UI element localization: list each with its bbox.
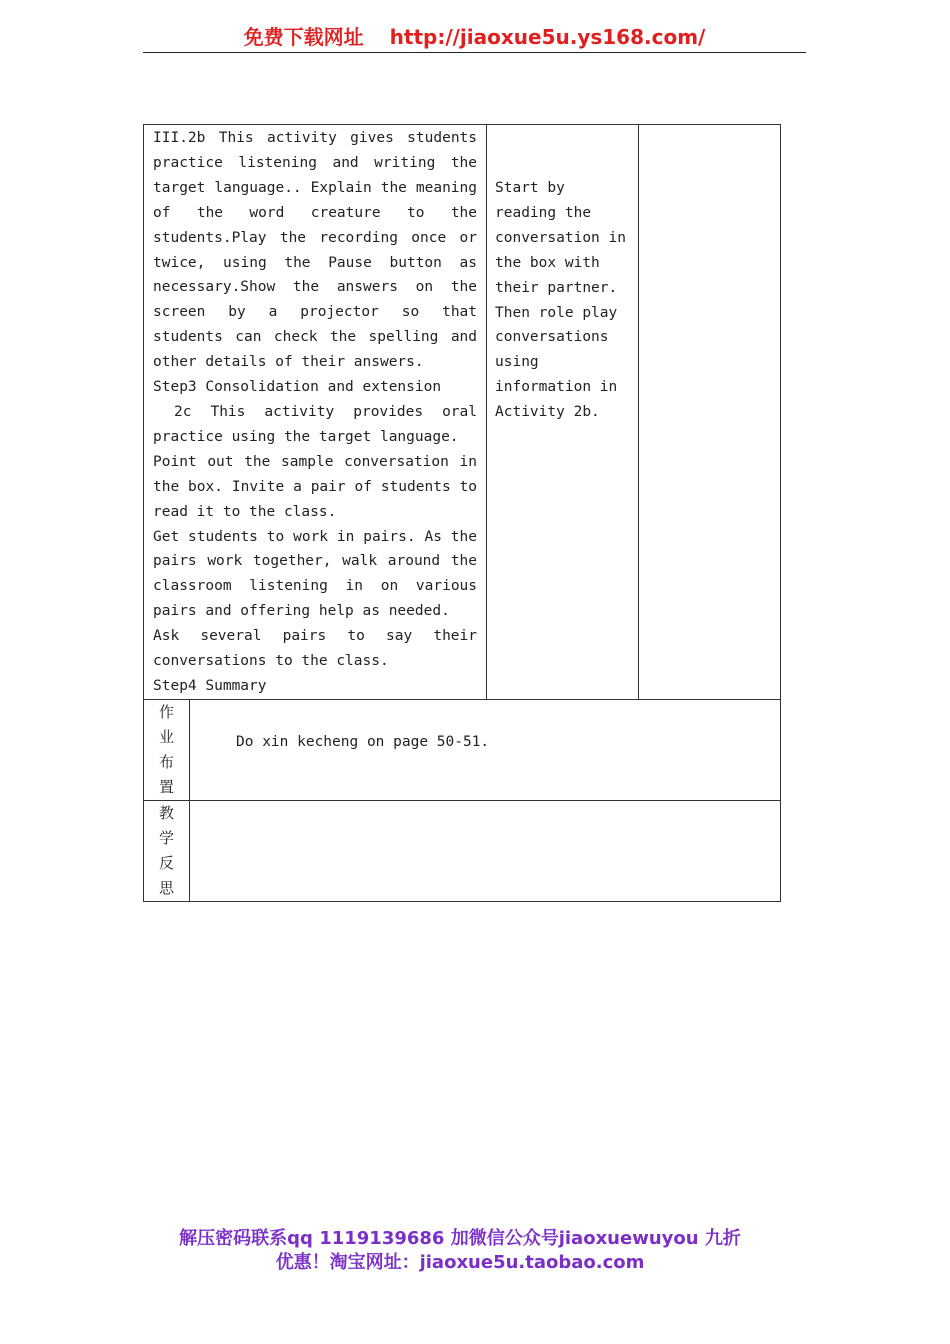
procedure-step-heading: Step3 Consolidation and extension: [153, 379, 442, 396]
header-site-label: 免费下载网址: [243, 25, 364, 49]
student-activity-text: Start by reading the conversation in the box with their partner. Then role play conversations using information in Activity 2b.: [495, 180, 626, 421]
footer-line-1: 解压密码联系qq 1119139686 加微信公众号jiaoxuewuyou 九折: [179, 1228, 741, 1249]
homework-label: 作 业 布 置: [144, 699, 190, 800]
procedure-paragraph: Ask several pairs to say their conversations to the class.: [153, 628, 478, 670]
student-activity-cell: [487, 125, 639, 700]
procedure-paragraph: Point out the sample conversation in the box. Invite a pair of students to read it to the class.: [153, 453, 478, 520]
procedure-step-heading: Step4 Summary: [153, 677, 267, 694]
procedure-paragraph: Get students to work in pairs. As the pairs work together, walk around the classroom listening in on various pairs and offering help as needed.: [153, 528, 478, 620]
reflection-content: [190, 800, 781, 901]
homework-row: [144, 699, 781, 800]
procedure-row: [144, 125, 781, 700]
page-header: [143, 22, 806, 53]
lesson-plan-table: [143, 124, 781, 902]
procedure-paragraph: 2c This activity provides oral practice using the target language.: [153, 403, 478, 445]
page-footer: [0, 1227, 920, 1275]
header-url-link[interactable]: http://jiaoxue5u.ys168.com/: [389, 25, 706, 49]
notes-cell: [639, 125, 781, 700]
footer-line-2[interactable]: 优惠！淘宝网址：jiaoxue5u.taobao.com: [275, 1252, 645, 1273]
procedure-paragraph: III.2b This activity gives students practice listening and writing the target language.. Explain the meaning of the word creature to the students.Play the recording once or twice, using the Pause button as necessary.Show the answers on the screen by a projector so that students can check the spelling and other details of their answers.: [153, 130, 478, 371]
teacher-procedure-cell: [144, 125, 487, 700]
reflection-label: 教 学 反 思: [144, 800, 190, 901]
reflection-row: [144, 800, 781, 901]
homework-content: Do xin kecheng on page 50-51.: [190, 699, 781, 800]
